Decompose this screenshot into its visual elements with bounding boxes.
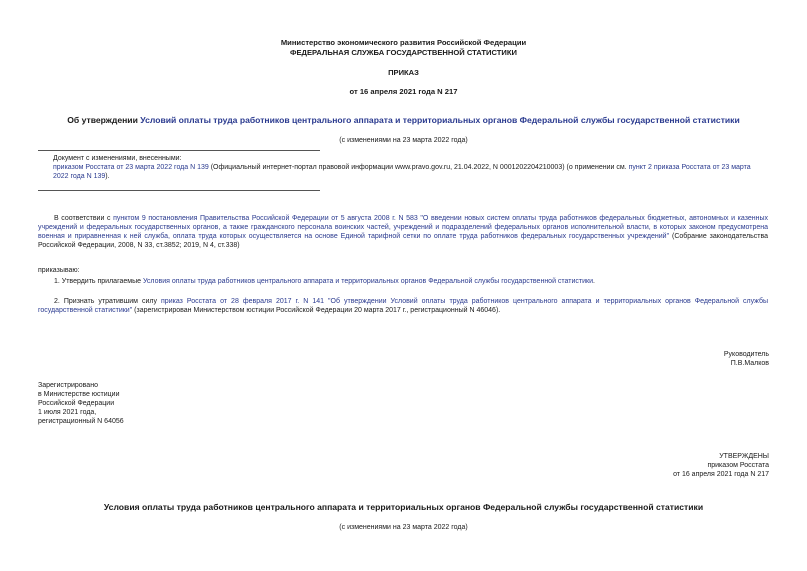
signature-role: Руководитель (723, 351, 769, 358)
registration-line: 1 июля 2021 года, (38, 409, 97, 416)
divider-top (38, 150, 320, 151)
item-1-text: 1. Утвердить прилагаемые (54, 278, 141, 285)
approved-word: УТВЕРЖДЕНЫ (719, 453, 769, 460)
divider-bottom (38, 190, 320, 191)
preamble-source: (Собрание законодательства Российской Федерации, 2008, N 33, ст.3852; 2019, N 4, ст.338) (38, 233, 768, 249)
item-2 (38, 297, 768, 315)
service-name: ФЕДЕРАЛЬНАЯ СЛУЖБА ГОСУДАРСТВЕННОЙ СТАТИСТИКИ (290, 48, 517, 57)
item-1-end: . (593, 278, 595, 285)
preamble-start: В соответствии с (54, 215, 111, 222)
preamble-link[interactable]: пунктом 9 постановления Правительства Российской Федерации от 5 августа 2008 г. N 583 "О введении новых систем оплаты труда работников федеральных бюджетных, автономных и казенных учреждений и федеральных государственных органов, а также гражданского персонала воинских частей, учреждений и подразделений федеральных органов исполнительной власти, в которых законом предусмотрена военная и приравненная к ней служба, оплата труда которых осуществляется на основе Единой тарифной сетки по оплате труда работников федеральных государственных учреждений" (38, 215, 768, 240)
document-date-number: от 16 апреля 2021 года N 217 (349, 87, 458, 96)
signature-name: П.В.Малков (730, 360, 769, 367)
document-title (0, 115, 807, 126)
registration-line: Зарегистрировано (38, 382, 98, 389)
registration-line: регистрационный N 64056 (38, 418, 124, 425)
changes-box (53, 154, 768, 181)
item-2-text: 2. Признать утратившим силу (54, 298, 157, 305)
registration-line: в Министерстве юстиции (38, 391, 120, 398)
item-1 (54, 277, 768, 286)
amended-note: (с изменениями на 23 марта 2022 года) (339, 137, 468, 144)
approved-by: приказом Росстата (707, 462, 769, 469)
changes-intro: Документ с изменениями, внесенными: (53, 155, 182, 162)
registration-line: Российской Федерации (38, 400, 115, 407)
annex-title: Условия оплаты труда работников центрального аппарата и территориальных органов Федеральной службы государственной статистики (103, 502, 704, 512)
annex-note: (с изменениями на 23 марта 2022 года) (339, 524, 468, 531)
amendment-link[interactable]: приказом Росстата от 23 марта 2022 года N 139 (53, 164, 209, 171)
item-2-link[interactable]: приказ Росстата от 28 февраля 2017 г. N 141 "Об утверждении Условий оплаты труда работников центрального аппарата и территориальных органов Федеральной службы государственной статистики" (38, 298, 768, 314)
title-link[interactable]: Условий оплаты труда работников центрального аппарата и территориальных органов Федеральной службы государственной статистики (140, 115, 740, 125)
changes-details (53, 163, 768, 181)
order-word: приказываю: (38, 267, 80, 274)
application-link[interactable]: пункт 2 приказа Росстата от 23 марта 2022 года N 139 (53, 164, 751, 180)
approved-block (673, 452, 769, 479)
preamble (38, 214, 768, 250)
ministry-name: Министерство экономического развития Российской Федерации (280, 38, 527, 47)
document-type: ПРИКАЗ (388, 68, 419, 77)
item-1-link[interactable]: Условия оплаты труда работников центрального аппарата и территориальных органов Федеральной службы государственной статистики (142, 278, 594, 285)
item-2-end: (зарегистрирован Министерством юстиции Российской Федерации 20 марта 2017 г., регистрационный N 46046). (132, 307, 501, 314)
signature-block (724, 350, 769, 368)
title-prefix: Об утверждении (67, 115, 138, 125)
approved-date: от 16 апреля 2021 года N 217 (673, 471, 769, 478)
registration-block (38, 381, 124, 426)
amendment-source: (Официальный интернет-портал правовой информации www.pravo.gov.ru, 21.04.2022, N 0001202204210003) (о применении см. (208, 164, 627, 171)
amendment-closing: ). (105, 173, 110, 180)
